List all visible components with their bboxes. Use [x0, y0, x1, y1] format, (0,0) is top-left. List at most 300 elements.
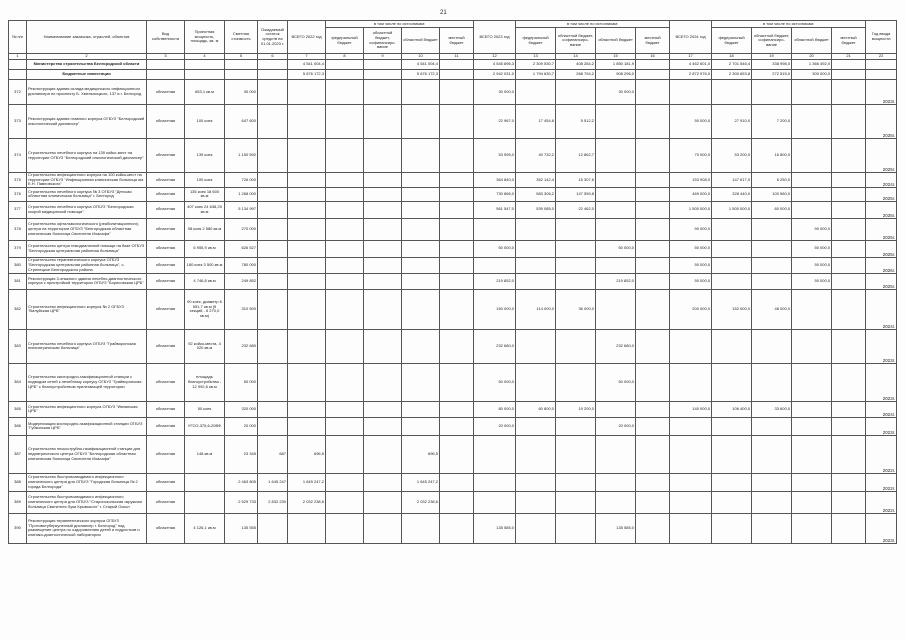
cofin-2022 — [364, 201, 402, 218]
federal-2024 — [712, 273, 752, 289]
total-2023: 219 852,0 — [474, 273, 516, 289]
row-number: 388 — [9, 473, 27, 491]
column-number: 15 — [596, 54, 636, 60]
regional-2022 — [402, 105, 440, 139]
capacity — [185, 491, 225, 513]
capacity: 98 коек 2 580 кв.м — [185, 218, 225, 240]
regional-2023 — [596, 187, 636, 201]
header-local-2024: местный бюджет — [832, 28, 866, 54]
total-2023 — [474, 435, 516, 473]
regional-2024 — [792, 329, 832, 363]
regional-2022 — [402, 363, 440, 401]
total-2022 — [288, 240, 326, 257]
object-name: Строительство быстровозводимого инфекционного клинического центра для ОГБУЗ "Старооскольская окружная больница Святителя Луки Крымского" г. Старый Оскол — [27, 491, 147, 513]
cofin-2023: 19 200,0 — [556, 401, 596, 417]
regional-2022 — [402, 401, 440, 417]
total-2022 — [288, 187, 326, 201]
remaining-funds: 687 — [258, 435, 288, 473]
commissioning-year: 2024г. — [866, 289, 897, 329]
row-number: 385 — [9, 401, 27, 417]
cofin-2024: 48 000,0 — [752, 289, 792, 329]
local-2024 — [832, 139, 866, 173]
regional-2024 — [792, 435, 832, 473]
total-2022 — [288, 173, 326, 188]
summary-row — [9, 60, 897, 70]
federal-2022 — [326, 139, 364, 173]
capacity: УГСО-375,6-20ВФ — [185, 417, 225, 435]
total-2022 — [288, 289, 326, 329]
cofin-2024 — [752, 363, 792, 401]
commissioning-year: 2023г. — [866, 80, 897, 105]
total-2022 — [288, 139, 326, 173]
object-name: Строительство терапевтического корпуса ОГБУЗ "Белгородская центральная районная больница", с. Стрелецкое Белгородского района — [27, 257, 147, 273]
cofin-2023: 147 559,8 — [556, 187, 596, 201]
federal-2023: 583 306,2 — [516, 187, 556, 201]
summary-federal-2023: 2 309 530,7 — [516, 60, 556, 70]
row-number: 387 — [9, 435, 27, 473]
cofin-2023 — [556, 273, 596, 289]
cofin-2023 — [556, 363, 596, 401]
summary-name: Бюджетные инвестиции — [27, 70, 147, 80]
object-name: Реконструкция здания главного корпуса ОГБУЗ "Белгородский онкологический диспансер" — [27, 105, 147, 139]
capacity: 135 коек 18 600 кв.м — [185, 187, 225, 201]
federal-2022 — [326, 273, 364, 289]
cofin-2022 — [364, 240, 402, 257]
estimated-cost: 5 134 997 — [225, 201, 258, 218]
table-row — [9, 201, 897, 218]
commissioning-year: 2022г. — [866, 473, 897, 491]
total-2024: 153 908,0 — [670, 173, 712, 188]
summary-year — [866, 70, 897, 80]
estimated-cost: 2 463 805 — [225, 473, 258, 491]
header-cofin-2022: областной бюджет, софинансиро-вание — [364, 28, 402, 54]
local-2022 — [440, 105, 474, 139]
summary-federal-2024: 2 300 653,8 — [712, 70, 752, 80]
total-2024: 140 000,0 — [670, 401, 712, 417]
remaining-funds — [258, 80, 288, 105]
estimated-cost: 1 268 000 — [225, 187, 258, 201]
regional-2024 — [792, 473, 832, 491]
ownership: областная — [147, 187, 185, 201]
total-2024: 1 500 000,0 — [670, 201, 712, 218]
estimated-cost: 726 000 — [225, 173, 258, 188]
remaining-funds — [258, 218, 288, 240]
capacity: 6 955,9 кв.м — [185, 240, 225, 257]
commissioning-year: 2025г. — [866, 218, 897, 240]
column-number: 12 — [474, 54, 516, 60]
regional-2022: 2 032 238,6 — [402, 491, 440, 513]
remaining-funds — [258, 363, 288, 401]
regional-2022 — [402, 201, 440, 218]
total-2024 — [670, 80, 712, 105]
object-name: Реконструкция терапевтического корпуса ОГБУЗ "Противотуберкулезный диспансер г. Белгород" под размещение центра по оздоровлению детей и подростков и клинико-диагностической лаборатории — [27, 513, 147, 543]
regional-2024 — [792, 363, 832, 401]
regional-2023 — [596, 201, 636, 218]
cofin-2024 — [752, 257, 792, 273]
summary-federal-2022 — [326, 60, 364, 70]
cofin-2022 — [364, 173, 402, 188]
ownership: областная — [147, 80, 185, 105]
regional-2023 — [596, 173, 636, 188]
regional-2023 — [596, 289, 636, 329]
capacity: 92 койко-места, 4 020 кв.м — [185, 329, 225, 363]
total-2023: 561 547,0 — [474, 201, 516, 218]
estimated-cost: 780 000 — [225, 257, 258, 273]
capacity: 139 коек — [185, 139, 225, 173]
regional-2022 — [402, 218, 440, 240]
federal-2023 — [516, 363, 556, 401]
capacity: площадь благоустройства - 12 992,6 кв.м — [185, 363, 225, 401]
page-number: 21 — [440, 10, 447, 16]
column-number: 10 — [402, 54, 440, 60]
federal-2023 — [516, 218, 556, 240]
local-2024 — [832, 257, 866, 273]
summary-cell — [225, 70, 258, 80]
local-2024 — [832, 80, 866, 105]
column-number: 6 — [258, 54, 288, 60]
cofin-2022 — [364, 289, 402, 329]
total-2024: 50 000,0 — [670, 273, 712, 289]
federal-2022 — [326, 218, 364, 240]
estimated-cost: 1 150 592 — [225, 139, 258, 173]
federal-2022 — [326, 80, 364, 105]
regional-2022 — [402, 417, 440, 435]
remaining-funds — [258, 187, 288, 201]
summary-total-2022: 4 541 004,4 — [288, 60, 326, 70]
ownership: областная — [147, 257, 185, 273]
cofin-2022 — [364, 513, 402, 543]
regional-2024 — [792, 491, 832, 513]
regional-2022 — [402, 289, 440, 329]
commissioning-year: 2025г. — [866, 139, 897, 173]
cofin-2024: 6 250,0 — [752, 173, 792, 188]
table-row — [9, 513, 897, 543]
total-2024 — [670, 329, 712, 363]
total-2022 — [288, 513, 326, 543]
local-2022 — [440, 187, 474, 201]
federal-2023 — [516, 80, 556, 105]
federal-2022 — [326, 363, 364, 401]
regional-2022 — [402, 513, 440, 543]
object-name: Строительство кислородно-газификационной станции с подводом сетей к лечебному корпусу ОГБУЗ "Грайворонская ЦРБ" с благоустройством прилегающей территории — [27, 363, 147, 401]
local-2023 — [636, 240, 670, 257]
row-number: 372 — [9, 80, 27, 105]
regional-2022 — [402, 273, 440, 289]
header-total-2022: ВСЕГО 2022 год — [288, 21, 326, 54]
cofin-2024 — [752, 491, 792, 513]
federal-2022 — [326, 329, 364, 363]
commissioning-year: 2025г. — [866, 187, 897, 201]
summary-cofin-2023: 268 794,2 — [556, 70, 596, 80]
table-row — [9, 173, 897, 188]
local-2024 — [832, 473, 866, 491]
local-2024 — [832, 105, 866, 139]
regional-2024 — [792, 417, 832, 435]
cofin-2024 — [752, 240, 792, 257]
cofin-2024 — [752, 417, 792, 435]
federal-2024: 1 500 000,0 — [712, 201, 752, 218]
local-2022 — [440, 363, 474, 401]
ownership: областная — [147, 329, 185, 363]
summary-total-2024: 2 872 976,0 — [670, 70, 712, 80]
local-2024 — [832, 218, 866, 240]
regional-2023 — [596, 139, 636, 173]
total-2023: 22 967,0 — [474, 105, 516, 139]
total-2022 — [288, 218, 326, 240]
local-2023 — [636, 187, 670, 201]
local-2023 — [636, 289, 670, 329]
header-federal-2022: федеральный бюджет — [326, 28, 364, 54]
column-number: 4 — [185, 54, 225, 60]
header-total-2024: ВСЕГО 2024 год — [670, 21, 712, 54]
capacity: 90 коек, диаметр 6 551,7 кв.м (5 секций - 6 270,0 кв.м) — [185, 289, 225, 329]
federal-2023 — [516, 417, 556, 435]
cofin-2022 — [364, 329, 402, 363]
regional-2022: 696,5 — [402, 435, 440, 473]
column-number: 1 — [9, 54, 27, 60]
summary-cofin-2023: 408 284,2 — [556, 60, 596, 70]
summary-cell — [185, 60, 225, 70]
total-2024: 50 000,0 — [670, 257, 712, 273]
table-row — [9, 273, 897, 289]
total-2024 — [670, 513, 712, 543]
remaining-funds — [258, 417, 288, 435]
regional-2024 — [792, 401, 832, 417]
header-remaining: Ожидаемый остаток средств на 01.01.2023 г. — [258, 21, 288, 54]
cofin-2023: 15 307,6 — [556, 173, 596, 188]
cofin-2022 — [364, 187, 402, 201]
table-row — [9, 473, 897, 491]
regional-2022 — [402, 257, 440, 273]
regional-2023: 30 000,0 — [596, 80, 636, 105]
table-row — [9, 80, 897, 105]
total-2022: 2 032 238,6 — [288, 491, 326, 513]
capacity: 100 коек — [185, 105, 225, 139]
header-cofin-2023: областной бюджет, софинансиро-вание — [556, 28, 596, 54]
summary-regional-2022: 5 676 172,3 — [402, 70, 440, 80]
cofin-2024: 60 000,0 — [752, 201, 792, 218]
total-2022 — [288, 363, 326, 401]
total-2024: 50 000,0 — [670, 105, 712, 139]
object-name: Модернизация кислородно-газификационной станции ОГБУЗ "Губкинская ЦРБ" — [27, 417, 147, 435]
regional-2024 — [792, 105, 832, 139]
estimated-cost: 2 529 733 — [225, 491, 258, 513]
regional-2023: 232 680,0 — [596, 329, 636, 363]
header-federal-2023: федеральный бюджет — [516, 28, 556, 54]
federal-2024: 147 617,0 — [712, 173, 752, 188]
cofin-2022 — [364, 435, 402, 473]
federal-2022 — [326, 257, 364, 273]
total-2024 — [670, 363, 712, 401]
summary-regional-2023: 1 850 181,9 — [596, 60, 636, 70]
ownership: областная — [147, 435, 185, 473]
local-2024 — [832, 363, 866, 401]
ownership: областная — [147, 201, 185, 218]
summary-total-2022: 5 676 172,3 — [288, 70, 326, 80]
local-2022 — [440, 257, 474, 273]
federal-2023 — [516, 473, 556, 491]
total-2024: 469 000,0 — [670, 187, 712, 201]
cofin-2024 — [752, 329, 792, 363]
capacity: 148 кв.м — [185, 435, 225, 473]
local-2023 — [636, 363, 670, 401]
summary-year — [866, 60, 897, 70]
local-2022 — [440, 240, 474, 257]
regional-2023: 219 852,0 — [596, 273, 636, 289]
ownership: областная — [147, 363, 185, 401]
header-cost: Сметная стоимость — [225, 21, 258, 54]
local-2023 — [636, 273, 670, 289]
cofin-2023 — [556, 435, 596, 473]
table-header — [9, 21, 897, 54]
cofin-2024: 7 200,0 — [752, 105, 792, 139]
column-number: 7 — [288, 54, 326, 60]
federal-2023: 539 085,0 — [516, 201, 556, 218]
federal-2022 — [326, 105, 364, 139]
column-number: 21 — [832, 54, 866, 60]
cofin-2022 — [364, 363, 402, 401]
header-sources-2022: в том числе по источникам: — [326, 21, 474, 28]
total-2022 — [288, 401, 326, 417]
column-number: 9 — [364, 54, 402, 60]
ownership: областная — [147, 417, 185, 435]
summary-cell — [258, 70, 288, 80]
row-number: 390 — [9, 513, 27, 543]
object-name: Строительство центра гемодиализной помощи на базе ОГБУЗ "Белгородская центральная районная больница" — [27, 240, 147, 257]
header-ownership: Вид собственности — [147, 21, 185, 54]
summary-cofin-2024: 338 998,0 — [752, 60, 792, 70]
row-number: 374 — [9, 139, 27, 173]
summary-regional-2022: 4 541 004,4 — [402, 60, 440, 70]
capacity: 653,1 кв.м — [185, 80, 225, 105]
row-number: 376 — [9, 187, 27, 201]
local-2023 — [636, 218, 670, 240]
total-2024 — [670, 435, 712, 473]
regional-2023 — [596, 257, 636, 273]
cofin-2023 — [556, 417, 596, 435]
cofin-2022 — [364, 473, 402, 491]
cofin-2023 — [556, 218, 596, 240]
column-number: 18 — [712, 54, 752, 60]
cofin-2022 — [364, 401, 402, 417]
local-2022 — [440, 289, 474, 329]
local-2024 — [832, 435, 866, 473]
regional-2023: 135 585,0 — [596, 513, 636, 543]
capacity: 407 коек 24 638,25 кв.м — [185, 201, 225, 218]
ownership: областная — [147, 401, 185, 417]
federal-2024 — [712, 435, 752, 473]
summary-cell — [225, 60, 258, 70]
federal-2024: 328 440,0 — [712, 187, 752, 201]
header-sources-2024: в том числе по источникам: — [712, 21, 866, 28]
federal-2023 — [516, 240, 556, 257]
remaining-funds — [258, 289, 288, 329]
cofin-2023: 36 000,0 — [556, 289, 596, 329]
local-2023 — [636, 417, 670, 435]
summary-row — [9, 70, 897, 80]
table-row — [9, 257, 897, 273]
regional-2022: 1 645 247,2 — [402, 473, 440, 491]
cofin-2023 — [556, 329, 596, 363]
capacity: 50 коек — [185, 401, 225, 417]
cofin-2023 — [556, 513, 596, 543]
federal-2023: 114 000,0 — [516, 289, 556, 329]
summary-local-2024 — [832, 60, 866, 70]
local-2023 — [636, 513, 670, 543]
header-federal-2024: федеральный бюджет — [712, 28, 752, 54]
row-number: 380 — [9, 257, 27, 273]
federal-2023: 17 454,8 — [516, 105, 556, 139]
federal-2022 — [326, 435, 364, 473]
column-number: 5 — [225, 54, 258, 60]
table-row — [9, 187, 897, 201]
local-2024 — [832, 273, 866, 289]
cofin-2024 — [752, 80, 792, 105]
remaining-funds — [258, 273, 288, 289]
summary-number — [9, 60, 27, 70]
column-number: 16 — [636, 54, 670, 60]
federal-2023 — [516, 273, 556, 289]
row-number: 389 — [9, 491, 27, 513]
local-2022 — [440, 273, 474, 289]
estimated-cost: 270 000 — [225, 218, 258, 240]
federal-2022 — [326, 491, 364, 513]
column-number: 19 — [752, 54, 792, 60]
cofin-2022 — [364, 218, 402, 240]
local-2023 — [636, 473, 670, 491]
object-name: Строительство инфекционного корпуса на 100 койко-мест на территории ОГБУЗ "Инфекционная клиническая больница им. Е.Н. Павловского" — [27, 173, 147, 188]
local-2022 — [440, 139, 474, 173]
regional-2022 — [402, 187, 440, 201]
summary-cofin-2024: 272 515,0 — [752, 70, 792, 80]
federal-2022 — [326, 173, 364, 188]
cofin-2024: 16 800,0 — [752, 139, 792, 173]
regional-2023 — [596, 218, 636, 240]
table-row — [9, 329, 897, 363]
summary-federal-2023: 1 794 630,7 — [516, 70, 556, 80]
row-number: 379 — [9, 240, 27, 257]
regional-2024: 50 000,0 — [792, 273, 832, 289]
remaining-funds — [258, 513, 288, 543]
federal-2024: 53 200,0 — [712, 139, 752, 173]
summary-cofin-2022 — [364, 70, 402, 80]
column-number: 8 — [326, 54, 364, 60]
federal-2024: 106 400,0 — [712, 401, 752, 417]
cofin-2023: 5 512,2 — [556, 105, 596, 139]
table-row — [9, 289, 897, 329]
federal-2022 — [326, 473, 364, 491]
commissioning-year: 2022г. — [866, 435, 897, 473]
local-2022 — [440, 473, 474, 491]
regional-2023 — [596, 491, 636, 513]
local-2023 — [636, 105, 670, 139]
local-2022 — [440, 80, 474, 105]
local-2024 — [832, 401, 866, 417]
summary-local-2023 — [636, 60, 670, 70]
local-2023 — [636, 80, 670, 105]
total-2022: 696,5 — [288, 435, 326, 473]
remaining-funds — [258, 173, 288, 188]
estimated-cost: 23 345 — [225, 435, 258, 473]
total-2024: 70 000,0 — [670, 139, 712, 173]
local-2023 — [636, 173, 670, 188]
cofin-2023: 22 462,0 — [556, 201, 596, 218]
summary-name: Министерство строительства Белгородской области — [27, 60, 147, 70]
summary-total-2023: 2 942 031,0 — [474, 70, 516, 80]
ownership: областная — [147, 218, 185, 240]
capacity: 100 коек — [185, 173, 225, 188]
regional-2023 — [596, 105, 636, 139]
